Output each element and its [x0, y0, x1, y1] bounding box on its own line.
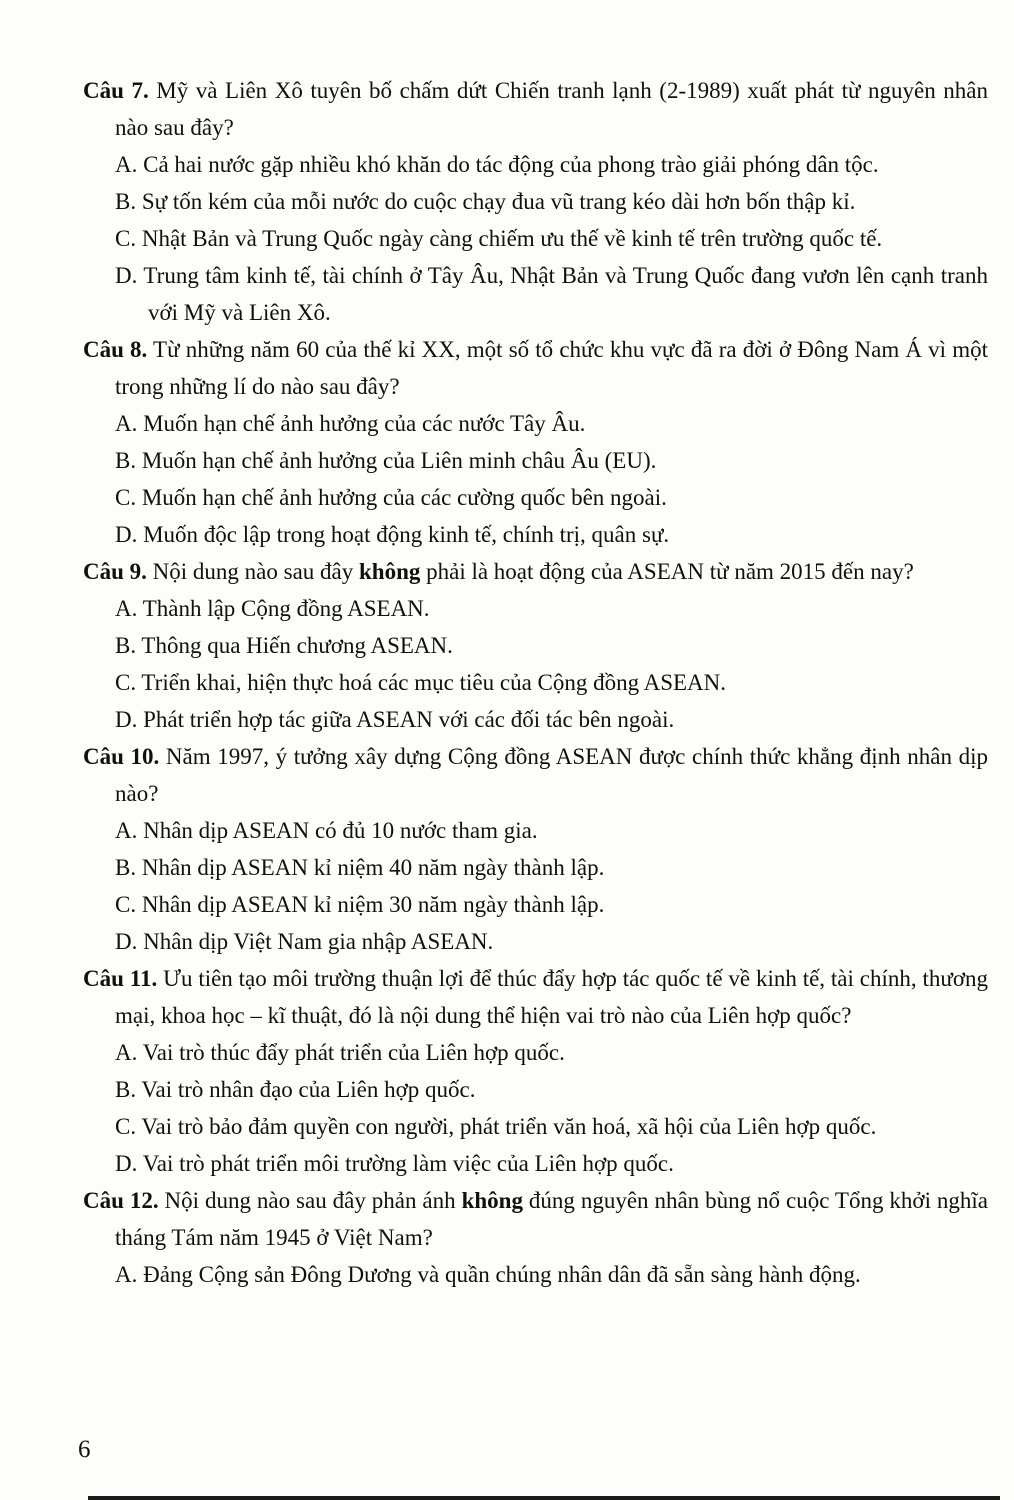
question-label: Câu 10.	[83, 744, 160, 769]
question-body-pre: Nội dung nào sau đây phản ánh	[158, 1188, 462, 1213]
question-label: Câu 11.	[83, 966, 158, 991]
option-b: B. Thông qua Hiến chương ASEAN.	[115, 633, 453, 658]
question-10	[83, 738, 988, 960]
option-d: D. Phát triển hợp tác giữa ASEAN với các đối tác bên ngoài.	[115, 707, 675, 732]
option-d: D. Trung tâm kinh tế, tài chính ở Tây Âu, Nhật Bản và Trung Quốc đang vươn lên cạnh tranh với Mỹ và Liên Xô.	[115, 263, 988, 325]
option-d: D. Vai trò phát triển môi trường làm việc của Liên hợp quốc.	[115, 1151, 674, 1176]
page-number: 6	[78, 1436, 91, 1463]
scan-edge-artifact	[88, 1496, 1000, 1500]
question-body-pre: Ưu tiên tạo môi trường thuận lợi để thúc đẩy hợp tác quốc tế về kinh tế, tài chính, thương mại, khoa học – kĩ thuật, đó là nội dung thể hiện vai trò nào của Liên hợp quốc?	[115, 966, 988, 1028]
option-c: C. Nhân dịp ASEAN kỉ niệm 30 năm ngày thành lập.	[115, 892, 605, 917]
question-text	[83, 960, 988, 1034]
option-b: B. Nhân dịp ASEAN kỉ niệm 40 năm ngày thành lập.	[115, 855, 605, 880]
option-b: B. Sự tốn kém của mỗi nước do cuộc chạy đua vũ trang kéo dài hơn bốn thập kỉ.	[115, 189, 856, 214]
question-body-post: đúng nguyên nhân bùng nổ cuộc Tổng khởi nghĩa tháng Tám năm 1945 ở Việt Nam?	[115, 1188, 988, 1250]
question-7	[83, 72, 988, 331]
option-c: C. Muốn hạn chế ảnh hưởng của các cường quốc bên ngoài.	[115, 485, 667, 510]
option-b: B. Vai trò nhân đạo của Liên hợp quốc.	[115, 1077, 476, 1102]
question-body-pre: Năm 1997, ý tưởng xây dựng Cộng đồng ASEAN được chính thức khẳng định nhân dịp nào?	[115, 744, 989, 806]
option-d: D. Muốn độc lập trong hoạt động kinh tế, chính trị, quân sự.	[115, 522, 670, 547]
question-body-pre: Mỹ và Liên Xô tuyên bố chấm dứt Chiến tranh lạnh (2-1989) xuất phát từ nguyên nhân nào sau đây?	[115, 78, 988, 140]
question-label: Câu 9.	[83, 559, 147, 584]
question-text	[83, 72, 988, 146]
option-a: A. Cả hai nước gặp nhiều khó khăn do tác động của phong trào giải phóng dân tộc.	[115, 152, 879, 177]
question-body-bold: không	[358, 559, 421, 584]
question-label: Câu 8.	[83, 337, 148, 362]
option-a: A. Nhân dịp ASEAN có đủ 10 nước tham gia.	[115, 818, 538, 843]
question-body-pre: Nội dung nào sau đây	[146, 559, 359, 584]
question-text	[83, 1182, 988, 1256]
option-c: C. Triển khai, hiện thực hoá các mục tiêu của Cộng đồng ASEAN.	[115, 670, 727, 695]
question-text	[83, 553, 988, 590]
option-c: C. Nhật Bản và Trung Quốc ngày càng chiếm ưu thế về kinh tế trên trường quốc tế.	[115, 226, 883, 251]
question-body-pre: Từ những năm 60 của thế kỉ XX, một số tổ chức khu vực đã ra đời ở Đông Nam Á vì một trong những lí do nào sau đây?	[115, 337, 988, 399]
question-12	[83, 1182, 988, 1293]
option-a: A. Thành lập Cộng đồng ASEAN.	[115, 596, 430, 621]
question-text	[83, 331, 988, 405]
question-body-bold: không	[461, 1188, 523, 1213]
option-a: A. Muốn hạn chế ảnh hưởng của các nước Tây Âu.	[115, 411, 586, 436]
question-11	[83, 960, 988, 1182]
option-d: D. Nhân dịp Việt Nam gia nhập ASEAN.	[115, 929, 494, 954]
question-text	[83, 738, 988, 812]
option-a: A. Đảng Cộng sản Đông Dương và quần chúng nhân dân đã sẵn sàng hành động.	[115, 1262, 861, 1287]
option-c: C. Vai trò bảo đảm quyền con người, phát triển văn hoá, xã hội của Liên hợp quốc.	[115, 1114, 877, 1139]
question-8	[83, 331, 988, 553]
question-body-post: phải là hoạt động của ASEAN từ năm 2015 đến nay?	[420, 559, 914, 584]
question-label: Câu 7.	[83, 78, 149, 103]
question-9	[83, 553, 988, 738]
option-a: A. Vai trò thúc đẩy phát triển của Liên hợp quốc.	[115, 1040, 565, 1065]
question-label: Câu 12.	[83, 1188, 159, 1213]
option-b: B. Muốn hạn chế ảnh hưởng của Liên minh châu Âu (EU).	[115, 448, 657, 473]
